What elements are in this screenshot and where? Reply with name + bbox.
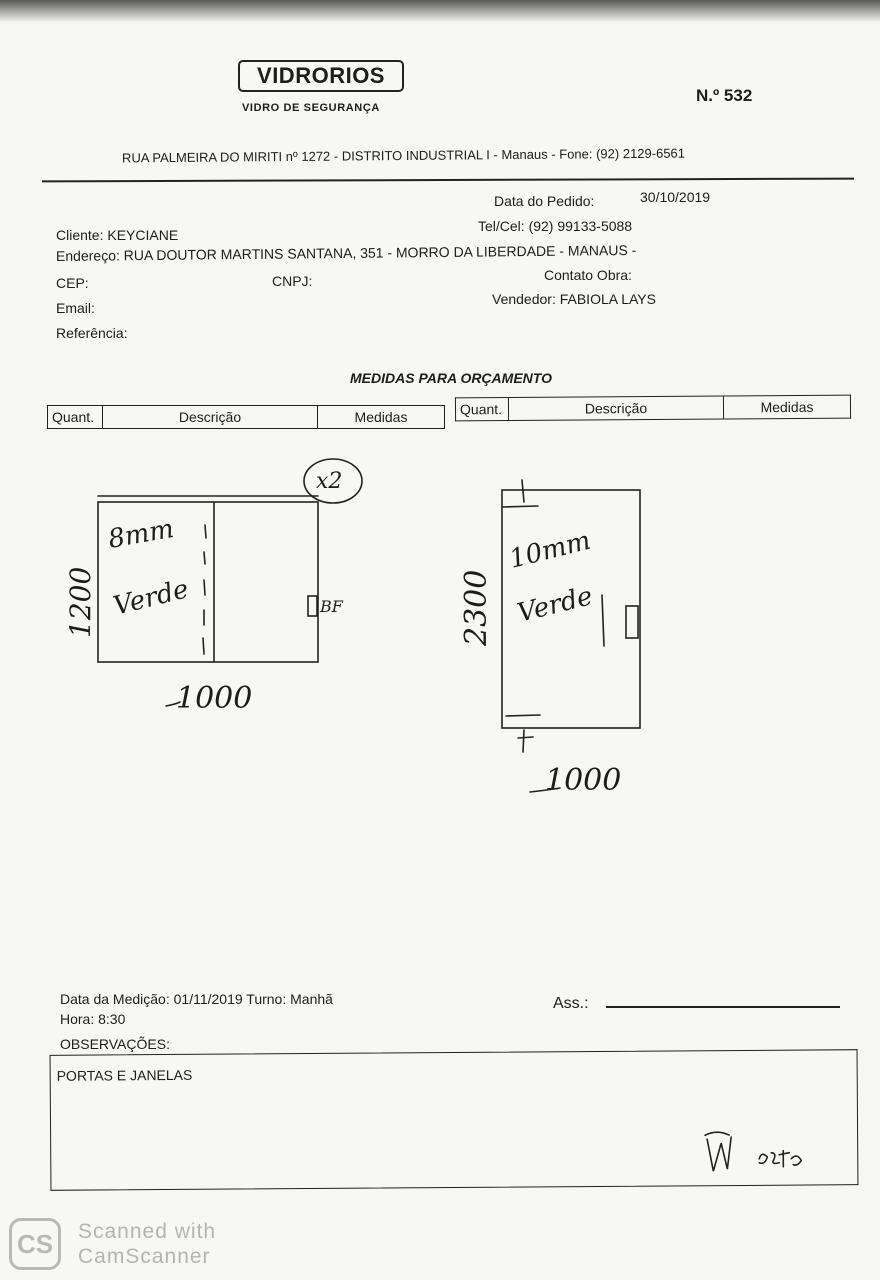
left-mark: BF bbox=[320, 597, 343, 616]
col-description: Descrição bbox=[103, 406, 318, 429]
hand-sketches bbox=[0, 440, 880, 810]
client-phone: Tel/Cel: (92) 99133-5088 bbox=[478, 218, 633, 234]
left-height: 1200 bbox=[64, 566, 97, 638]
col-measures: Medidas bbox=[723, 395, 850, 419]
col-measures: Medidas bbox=[318, 406, 445, 429]
measure-date: Data da Medição: 01/11/2019 Turno: Manhã bbox=[60, 991, 333, 1007]
right-width: 1000 bbox=[545, 763, 622, 798]
pen-stroke bbox=[522, 480, 524, 502]
watermark-line2: CamScanner bbox=[78, 1245, 211, 1268]
handwritten-signature bbox=[701, 1128, 821, 1179]
camscanner-watermark bbox=[78, 1219, 216, 1269]
pen-tick bbox=[204, 580, 205, 595]
observations-label: OBSERVAÇÕES: bbox=[60, 1036, 170, 1052]
pen-stroke bbox=[602, 595, 604, 646]
handle-mark bbox=[308, 596, 317, 616]
observations-box bbox=[50, 1049, 859, 1191]
signature-label: Ass.: bbox=[553, 995, 589, 1012]
site-contact: Contato Obra: bbox=[544, 267, 632, 283]
pen-tick bbox=[204, 552, 205, 564]
observations-text: PORTAS E JANELAS bbox=[56, 1066, 193, 1084]
col-quant: Quant. bbox=[48, 406, 103, 429]
col-description: Descrição bbox=[508, 396, 723, 421]
left-qty: x2 bbox=[316, 469, 343, 494]
right-spec1: 10mm bbox=[506, 525, 594, 575]
order-date: 30/10/2019 bbox=[640, 189, 711, 205]
client-cnpj: CNPJ: bbox=[272, 273, 313, 289]
signature-line bbox=[606, 1006, 840, 1008]
camscanner-logo: CS bbox=[9, 1218, 61, 1270]
scan-top-shadow bbox=[0, 0, 880, 22]
measures-header-left bbox=[47, 405, 445, 429]
pen-stroke bbox=[523, 730, 524, 752]
measures-header-right bbox=[455, 395, 851, 422]
pen-tick bbox=[203, 638, 204, 654]
pen-stroke bbox=[506, 715, 540, 716]
client-email: Email: bbox=[56, 300, 95, 316]
pen-stroke bbox=[502, 506, 538, 507]
seller-name: Vendedor: FABIOLA LAYS bbox=[492, 291, 656, 307]
company-tagline: VIDRO DE SEGURANÇA bbox=[242, 102, 380, 114]
order-number: N.º 532 bbox=[696, 86, 753, 105]
left-spec1: 8mm bbox=[106, 513, 177, 555]
pen-tick bbox=[205, 525, 206, 538]
left-spec2: Verde bbox=[110, 574, 192, 622]
pen-stroke bbox=[518, 737, 533, 738]
company-logo: VIDRORIOS bbox=[238, 60, 404, 92]
client-cep: CEP: bbox=[56, 275, 89, 291]
client-address: Endereço: RUA DOUTOR MARTINS SANTANA, 351 - MORRO DA LIBERDADE - MANAUS - bbox=[55, 241, 637, 264]
watermark-line1: Scanned with bbox=[78, 1220, 217, 1243]
company-address: RUA PALMEIRA DO MIRITI nº 1272 - DISTRITO INDUSTRIAL I - Manaus - Fone: (92) 2129-6561 bbox=[121, 145, 686, 166]
handle-mark bbox=[626, 606, 638, 638]
left-width: 1000 bbox=[176, 681, 253, 716]
right-spec2: Verde bbox=[514, 581, 596, 629]
col-quant: Quant. bbox=[455, 398, 508, 421]
measures-title: MEDIDAS PARA ORÇAMENTO bbox=[350, 370, 552, 386]
order-date-label: Data do Pedido: bbox=[494, 193, 595, 209]
measure-time: Hora: 8:30 bbox=[60, 1011, 126, 1027]
header-divider bbox=[42, 178, 854, 183]
right-height: 2300 bbox=[459, 569, 494, 646]
reference: Referência: bbox=[56, 325, 128, 341]
client-name: Cliente: KEYCIANE bbox=[56, 227, 179, 243]
